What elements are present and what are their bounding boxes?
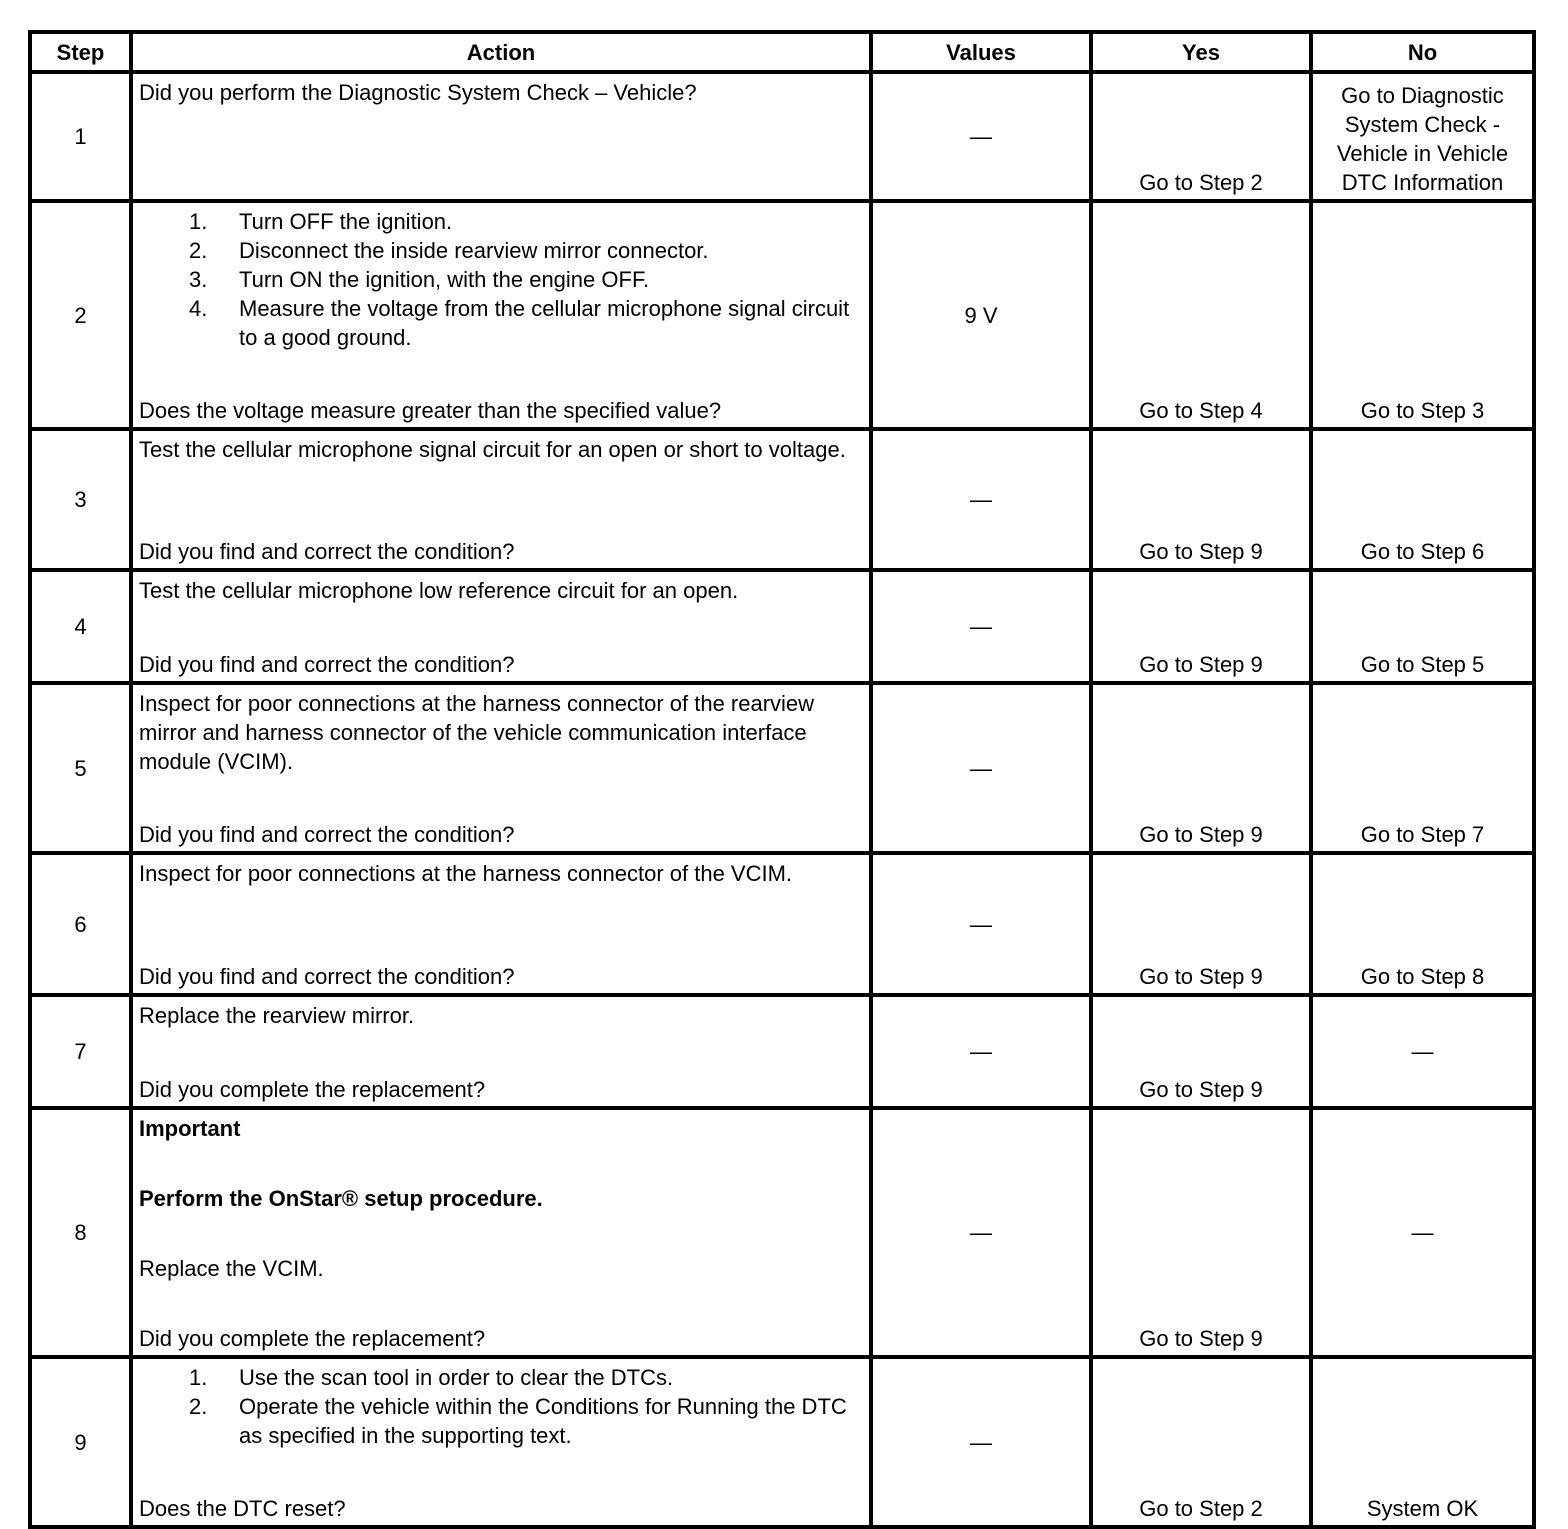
table-row [30, 1108, 1534, 1357]
action-cell [131, 995, 871, 1108]
header-values: Values [871, 32, 1091, 72]
yes-cell: Go to Step 9 [1091, 429, 1311, 570]
yes-cell: Go to Step 9 [1091, 683, 1311, 853]
no-cell: System OK [1311, 1357, 1534, 1527]
list-text: Turn OFF the ignition. [239, 209, 453, 234]
action-cell [131, 72, 871, 201]
action-question: Did you complete the replacement? [139, 1077, 486, 1102]
header-action: Action [131, 32, 871, 72]
action-content [139, 689, 863, 849]
value-cell: 9 V [871, 201, 1091, 429]
no-cell: Go to Step 7 [1311, 683, 1534, 853]
header-yes: Yes [1091, 32, 1311, 72]
action-text: Did you perform the Diagnostic System Check – Vehicle? [139, 80, 697, 105]
step-number: 3 [30, 429, 131, 570]
no-cell: Go to Step 6 [1311, 429, 1534, 570]
table-row [30, 72, 1534, 201]
value-cell: — [871, 570, 1091, 683]
step-number: 2 [30, 201, 131, 429]
header-step: Step [30, 32, 131, 72]
yes-cell: Go to Step 9 [1091, 1108, 1311, 1357]
action-question: Did you find and correct the condition? [139, 539, 515, 564]
list-number: 1. [189, 209, 208, 234]
list-text: Measure the voltage from the cellular microphone signal circuit to a good ground. [239, 296, 850, 350]
yes-cell: Go to Step 2 [1091, 72, 1311, 201]
yes-cell: Go to Step 9 [1091, 570, 1311, 683]
action-step-list [139, 1363, 863, 1450]
table-row [30, 570, 1534, 683]
action-content [139, 435, 863, 566]
list-text: Disconnect the inside rearview mirror connector. [239, 238, 709, 263]
action-question: Did you complete the replacement? [139, 1326, 486, 1351]
value-cell: — [871, 995, 1091, 1108]
no-cell: — [1311, 1108, 1534, 1357]
list-item [139, 1392, 863, 1450]
table-row [30, 683, 1534, 853]
action-cell [131, 201, 871, 429]
action-text: Replace the rearview mirror. [139, 1003, 415, 1028]
list-number: 2. [189, 1394, 208, 1419]
no-cell: Go to Diagnostic System Check - Vehicle in Vehicle DTC Information [1311, 72, 1534, 201]
action-cell [131, 683, 871, 853]
value-cell: — [871, 72, 1091, 201]
no-cell: Go to Step 3 [1311, 201, 1534, 429]
list-text: Use the scan tool in order to clear the DTCs. [239, 1365, 674, 1390]
diagnostic-table [28, 30, 1536, 1529]
value-cell: — [871, 853, 1091, 995]
action-cell [131, 1357, 871, 1527]
action-cell [131, 853, 871, 995]
list-number: 4. [189, 296, 208, 321]
list-text: Turn ON the ignition, with the engine OFF. [239, 267, 650, 292]
step-number: 6 [30, 853, 131, 995]
list-number: 1. [189, 1365, 208, 1390]
action-content [139, 1114, 863, 1353]
action-cell [131, 1108, 871, 1357]
step-number: 5 [30, 683, 131, 853]
step-number: 8 [30, 1108, 131, 1357]
value-cell: — [871, 1108, 1091, 1357]
important-text: Perform the OnStar® setup procedure. [139, 1186, 543, 1211]
action-text: Inspect for poor connections at the harness connector of the rearview mirror and harness connector of the vehicle communication interface module (VCIM). [139, 691, 815, 774]
step-number: 1 [30, 72, 131, 201]
list-text: Operate the vehicle within the Conditions for Running the DTC as specified in the supporting text. [239, 1394, 847, 1448]
list-item [139, 1363, 863, 1392]
action-content [139, 1001, 863, 1104]
action-question: Did you find and correct the condition? [139, 964, 515, 989]
action-text: Test the cellular microphone low reference circuit for an open. [139, 578, 739, 603]
yes-cell: Go to Step 9 [1091, 853, 1311, 995]
value-cell: — [871, 683, 1091, 853]
table-row [30, 853, 1534, 995]
action-text: Inspect for poor connections at the harness connector of the VCIM. [139, 861, 793, 886]
action-question: Did you find and correct the condition? [139, 822, 515, 847]
no-cell: — [1311, 995, 1534, 1108]
important-label: Important [139, 1116, 241, 1141]
value-cell: — [871, 429, 1091, 570]
action-text: Replace the VCIM. [139, 1256, 324, 1281]
table-row [30, 429, 1534, 570]
header-no: No [1311, 32, 1534, 72]
action-question: Did you find and correct the condition? [139, 652, 515, 677]
list-number: 3. [189, 267, 208, 292]
action-cell [131, 429, 871, 570]
action-step-list [139, 207, 863, 352]
yes-cell: Go to Step 2 [1091, 1357, 1311, 1527]
yes-cell: Go to Step 9 [1091, 995, 1311, 1108]
action-content [139, 859, 863, 991]
list-item [139, 236, 863, 265]
action-question: Does the voltage measure greater than the specified value? [139, 398, 722, 423]
step-number: 7 [30, 995, 131, 1108]
action-question: Does the DTC reset? [139, 1496, 346, 1521]
list-item [139, 294, 863, 352]
list-item [139, 207, 863, 236]
table-row [30, 1357, 1534, 1527]
action-text: Test the cellular microphone signal circuit for an open or short to voltage. [139, 437, 846, 462]
action-content [139, 207, 863, 425]
table-row [30, 995, 1534, 1108]
header-row [30, 32, 1534, 72]
action-content [139, 576, 863, 679]
table-row [30, 201, 1534, 429]
action-cell [131, 570, 871, 683]
step-number: 9 [30, 1357, 131, 1527]
no-cell: Go to Step 8 [1311, 853, 1534, 995]
value-cell: — [871, 1357, 1091, 1527]
no-cell: Go to Step 5 [1311, 570, 1534, 683]
action-content [139, 1363, 863, 1523]
list-item [139, 265, 863, 294]
list-number: 2. [189, 238, 208, 263]
yes-cell: Go to Step 4 [1091, 201, 1311, 429]
step-number: 4 [30, 570, 131, 683]
